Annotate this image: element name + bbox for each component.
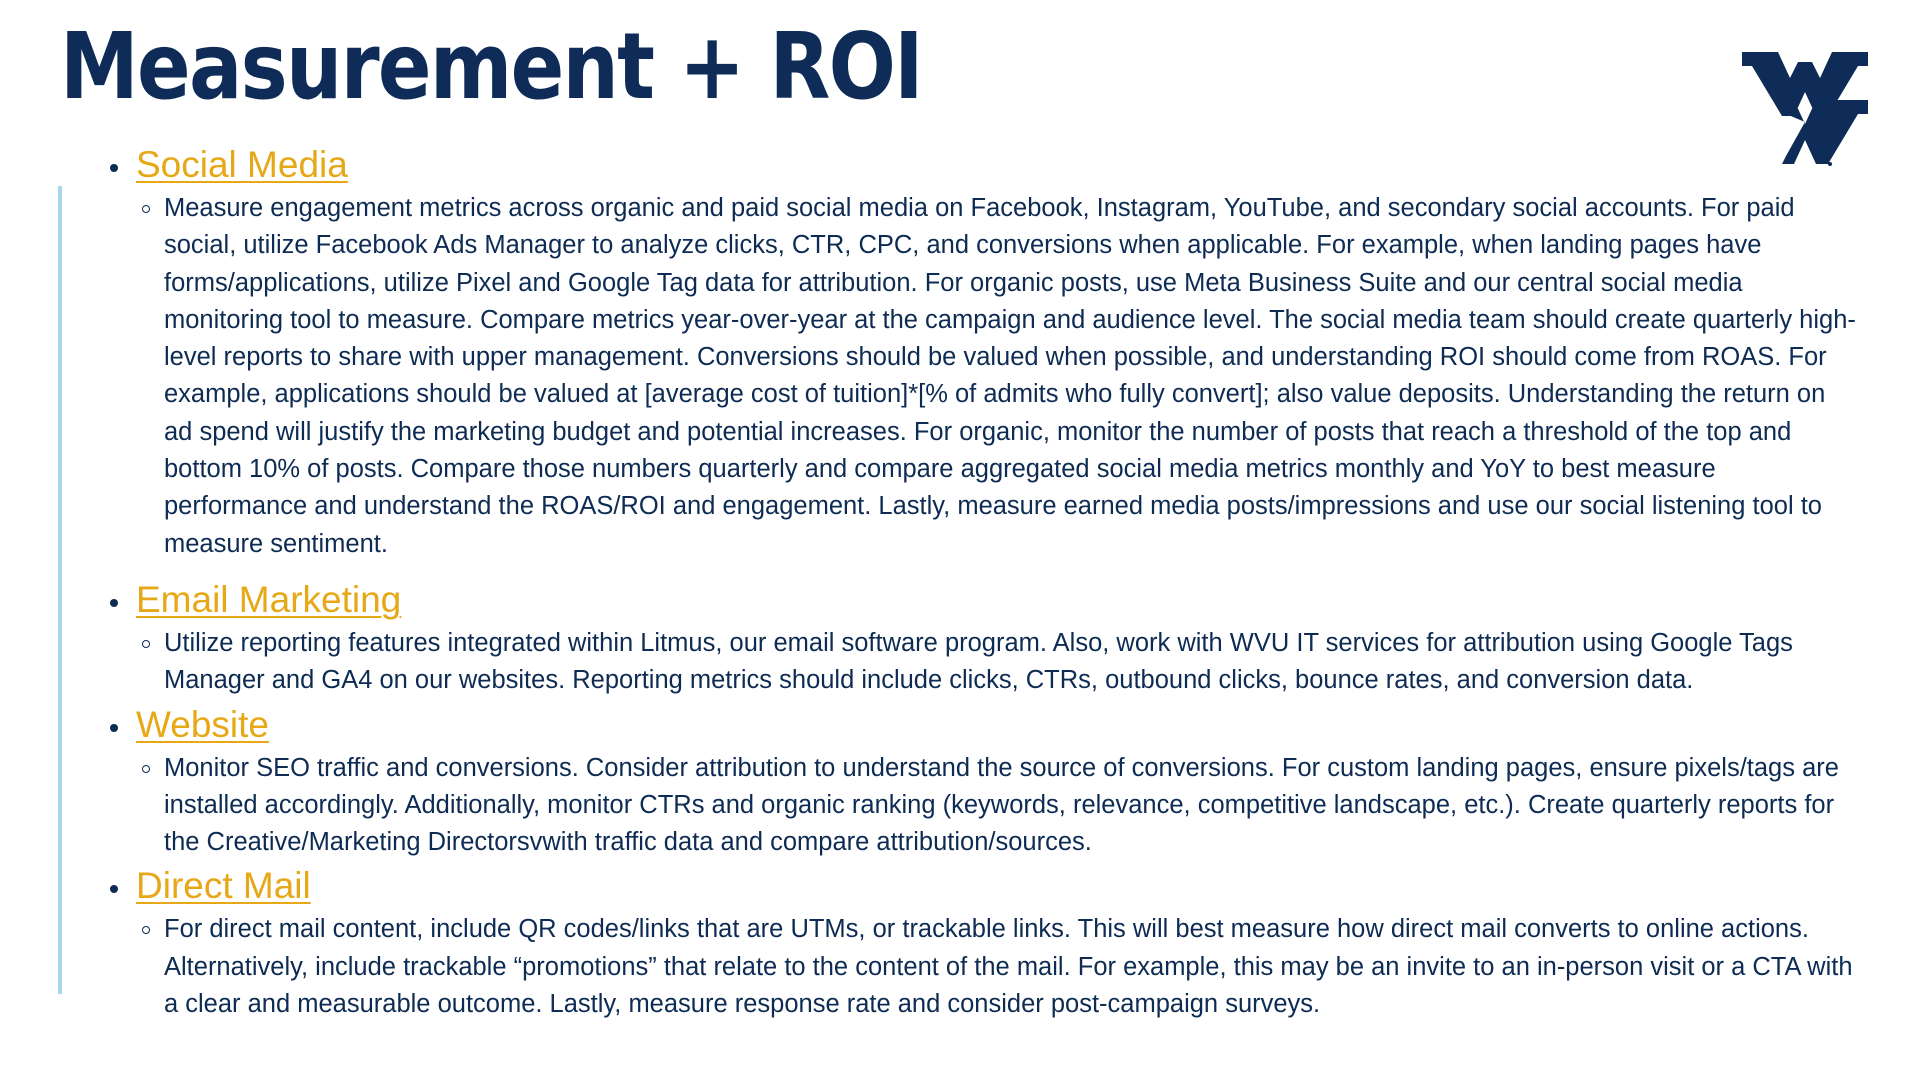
- section-heading-row: [100, 140, 1880, 190]
- section-detail: [100, 911, 1880, 1023]
- section-heading-row: [100, 575, 1880, 625]
- email-marketing-link[interactable]: Email Marketing: [136, 578, 402, 620]
- sub-bullet-icon: [142, 926, 150, 934]
- sub-bullet-icon: [142, 640, 150, 648]
- measurement-list: [100, 140, 1880, 1023]
- bullet-icon: [110, 164, 118, 172]
- section-website: [100, 700, 1880, 862]
- section-heading-row: [100, 700, 1880, 750]
- direct-mail-link[interactable]: Direct Mail: [136, 865, 311, 907]
- bullet-icon: [110, 885, 118, 893]
- accent-bar: [58, 186, 62, 994]
- sub-bullet-icon: [142, 765, 150, 773]
- website-link[interactable]: Website: [136, 703, 269, 745]
- page-title: Measurement + ROI: [60, 13, 922, 120]
- section-email-marketing: [100, 575, 1880, 700]
- website-text: Monitor SEO traffic and conversions. Consider attribution to understand the source of conversions. For custom landing pages, ensure pixels/tags are installed accordingly. Additionally, monitor CTRs and organic ranking (keywords, relevance, competitive landscape, etc.). Create quarterly reports for the Creative/Marketing Directorsvwith traffic data and compare attribution/sources.: [164, 753, 1839, 857]
- section-detail: [100, 750, 1880, 862]
- section-detail: [100, 625, 1880, 700]
- social-media-text: Measure engagement metrics across organic and paid social media on Facebook, Instagram, YouTube, and secondary social accounts. For paid social, utilize Facebook Ads Manager to analyze clicks, CTR, CPC, and conversions when applicable. For example, when landing pages have forms/applications, utilize Pixel and Google Tag data for attribution. For organic posts, use Meta Business Suite and our central social media monitoring tool to measure. Compare metrics year-over-year at the campaign and audience level. The social media team should create quarterly high-level reports to share with upper management. Conversions should be valued when possible, and understanding ROI should come from ROAS. For example, applications should be valued at [average cost of tuition]*[% of admits who fully convert]; also value deposits. Understanding the return on ad spend will justify the marketing budget and potential increases. For organic, monitor the number of posts that reach a threshold of the top and bottom 10% of posts. Compare those numbers quarterly and compare aggregated social media metrics monthly and YoY to best measure performance and understand the ROAS/ROI and engagement. Lastly, measure earned media posts/impressions and use our social listening tool to measure sentiment.: [164, 194, 1856, 558]
- bullet-icon: [110, 599, 118, 607]
- email-marketing-text: Utilize reporting features integrated within Litmus, our email software program. Also, work with WVU IT services for attribution using Google Tags Manager and GA4 on our websites. Reporting metrics should include clicks, CTRs, outbound clicks, bounce rates, and conversion data.: [164, 628, 1793, 695]
- section-direct-mail: [100, 861, 1880, 1023]
- section-heading-row: [100, 861, 1880, 911]
- bullet-icon: [110, 724, 118, 732]
- direct-mail-text: For direct mail content, include QR codes/links that are UTMs, or trackable links. This will best measure how direct mail converts to online actions. Alternatively, include trackable “promotions” that relate to the content of the mail. For example, this may be an invite to an in-person visit or a CTA with a clear and measurable outcome. Lastly, measure response rate and consider post-campaign surveys.: [164, 915, 1853, 1019]
- social-media-link[interactable]: Social Media: [136, 144, 348, 185]
- section-detail: [100, 190, 1880, 563]
- sub-bullet-icon: [142, 205, 150, 213]
- section-social-media: [100, 140, 1880, 563]
